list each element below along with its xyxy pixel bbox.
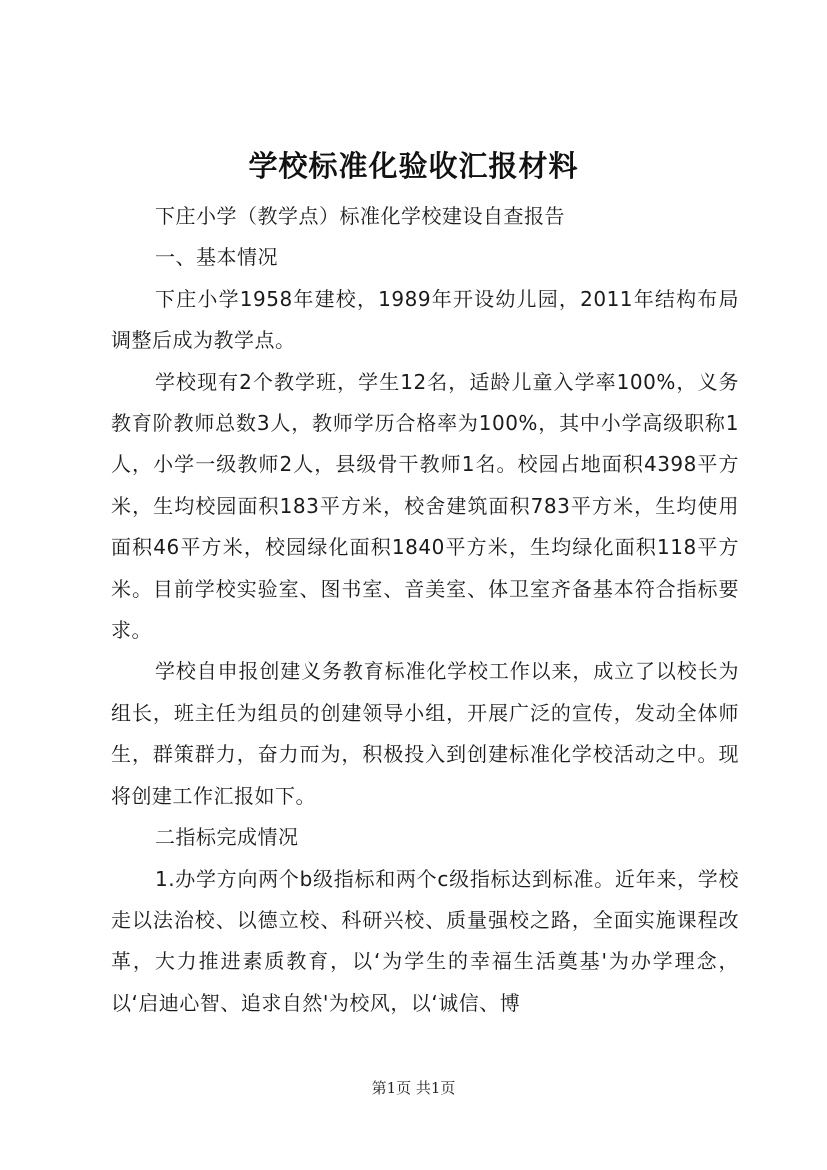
report-subtitle: 下庄小学（教学点）标准化学校建设自查报告 <box>155 204 565 228</box>
page-number: 第1页 共1页 <box>371 1079 456 1097</box>
document-body <box>111 196 739 1024</box>
section-heading-indicators: 二指标完成情况 <box>155 825 299 850</box>
paragraph-direction: 1.办学方向两个b级指标和两个c级指标达到标准。近年来，学校走以法治校、以德立校、科研兴校、质量强校之路，全面实施课程改革，大力推进素质教育，以‘为学生的幸福生活奠基'为办学理念，以‘启迪心智、追求自然'为校风，以‘诚信、博 <box>111 866 739 1015</box>
paragraph-history: 下庄小学1958年建校，1989年开设幼儿园，2011年结构布局调整后成为教学点。 <box>111 286 739 353</box>
paragraph-statistics: 学校现有2个教学班，学生12名，适龄儿童入学率100%，义务教育阶教师总数3人，教师学历合格率为100%，其中小学高级职称1人，小学一级教师2人，县级骨干教师1名。校园占地面积4398平方米，生均校园面积183平方米，校舍建筑面积783平方米，生均使用面积46平方米，校园绿化面积1840平方米，生均绿化面积118平方米。目前学校实验室、图书室、音美室、体卫室齐备基本符合指标要求。 <box>111 369 739 643</box>
paragraph-organization: 学校自申报创建义务教育标准化学校工作以来，成立了以校长为组长，班主任为组员的创建领导小组，开展广泛的宣传，发动全体师生，群策群力，奋力而为，积极投入到创建标准化学校活动之中。现将创建工作汇报如下。 <box>111 659 739 808</box>
document-title: 学校标准化验收汇报材料 <box>248 149 579 183</box>
section-heading-basic-info: 一、基本情况 <box>155 245 278 270</box>
